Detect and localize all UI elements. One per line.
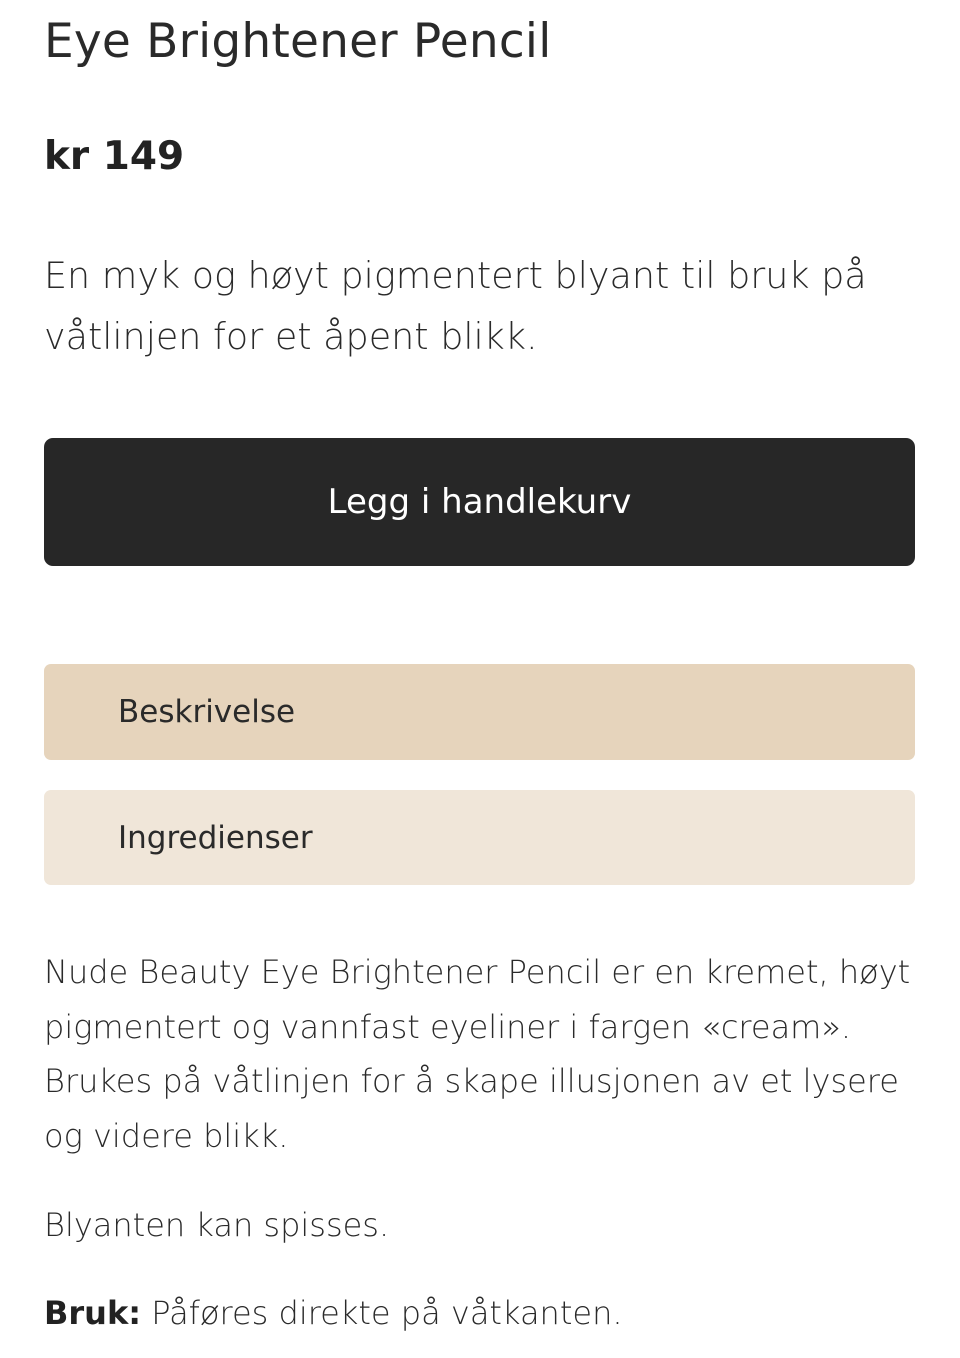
usage-paragraph — [44, 1286, 924, 1340]
product-title: Eye Brightener Pencil — [44, 14, 552, 69]
accordion-ingredients[interactable] — [44, 790, 915, 885]
sharpen-note: Blyanten kan spisses. — [44, 1206, 390, 1244]
add-to-cart-button[interactable] — [44, 438, 915, 566]
add-to-cart-label: Legg i handlekurv — [327, 482, 632, 522]
accordion-description[interactable] — [44, 664, 915, 760]
description-paragraph: Nude Beauty Eye Brightener Pencil er en kremet, høyt pigmentert og vannfast eyeliner i fargen «cream». Brukes på våtlinjen for å skape illusjonen av et lysere og videre blikk. — [44, 953, 911, 1155]
usage-text: Påføres direkte på våtkanten. — [141, 1294, 623, 1332]
accordion-ingredients-label: Ingredienser — [118, 819, 313, 856]
usage-label: Bruk: — [44, 1294, 142, 1332]
accordion-description-label: Beskrivelse — [118, 694, 296, 730]
product-lead-description: En myk og høyt pigmentert blyant til bruk på våtlinjen for et åpent blikk. — [44, 254, 867, 358]
product-price: kr 149 — [44, 134, 185, 179]
